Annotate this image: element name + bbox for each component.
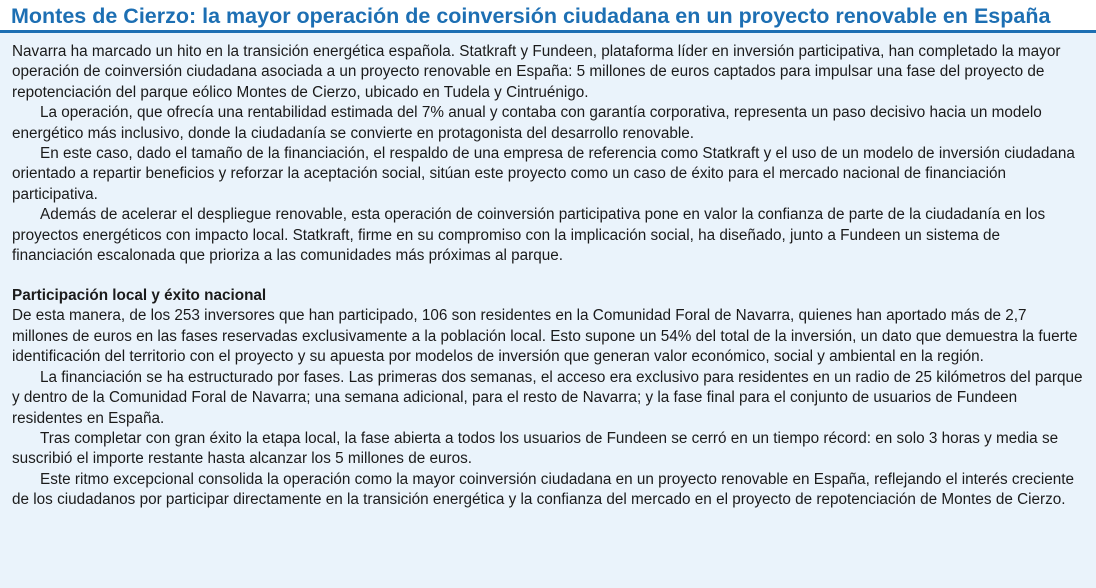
section-spacer — [12, 266, 1084, 286]
paragraph: Tras completar con gran éxito la etapa local, la fase abierta a todos los usuarios de Fundeen se cerró en un tiempo récord: en solo 3 horas y media se suscribió el importe restante hasta alcanzar los 5 millones de euros. — [12, 429, 1059, 468]
paragraph: La financiación se ha estructurado por fases. Las primeras dos semanas, el acceso era exclusivo para residentes en un radio de 25 kilómetros del parque y dentro de la Comunidad Foral de Navarra; una semana adicional, para el resto de Navarra; y la fase final para el conjunto de usuarios de Fundeen residentes en España. — [12, 368, 1083, 427]
section-heading: Participación local y éxito nacional — [12, 287, 267, 305]
title-bar — [0, 0, 1096, 33]
paragraph: La operación, que ofrecía una rentabilidad estimada del 7% anual y contaba con garantía corporativa, representa un paso decisivo hacia un modelo energético más inclusivo, donde la ciudadanía se convierte en protagonista del desarrollo renovable. — [12, 104, 1042, 142]
article-body — [0, 33, 1096, 511]
article-title: Montes de Cierzo: la mayor operación de coinversión ciudadana en un proyecto renovable en España — [11, 4, 1051, 28]
paragraph: De esta manera, de los 253 inversores que han participado, 106 son residentes en la Comunidad Foral de Navarra, quienes han aportado más de 2,7 millones de euros en las fases reservadas exclusivamente a la población local. Esto supone un 54% del total de la inversión, un dato que demuestra la fuerte identificación del territorio con el proyecto y su apuesta por modelos de inversión que generan valor económico, social y ambiental en la región. — [12, 307, 1078, 366]
paragraph: Además de acelerar el despliegue renovable, esta operación de coinversión participativa pone en valor la confianza de parte de la ciudadanía en los proyectos energéticos con impacto local. Statkraft, firme en su compromiso con la implicación social, ha diseñado, junto a Fundeen un sistema de financiación escalonada que prioriza a las comunidades más próximas al parque. — [12, 206, 1046, 265]
paragraph: En este caso, dado el tamaño de la financiación, el respaldo de una empresa de referencia como Statkraft y el uso de un modelo de inversión ciudadana orientado a repartir beneficios y reforzar la aceptación social, sitúan este proyecto como un caso de éxito para el mercado nacional de financiación participativa. — [12, 145, 1075, 203]
paragraph: Este ritmo excepcional consolida la operación como la mayor coinversión ciudadana en un proyecto renovable en España, reflejando el interés creciente de los ciudadanos por participar directamente en la transición energética y la confianza del mercado en el proyecto de repotenciación de Montes de Cierzo. — [12, 470, 1074, 509]
paragraph: Navarra ha marcado un hito en la transición energética española. Statkraft y Fundeen, plataforma líder en inversión participativa, han completado la mayor operación de coinversión ciudadana asociada a un proyecto renovable en España: 5 millones de euros captados para impulsar una fase del proyecto de repotenciación del parque eólico Montes de Cierzo, ubicado en Tudela y Cintruénigo. — [12, 43, 1061, 101]
